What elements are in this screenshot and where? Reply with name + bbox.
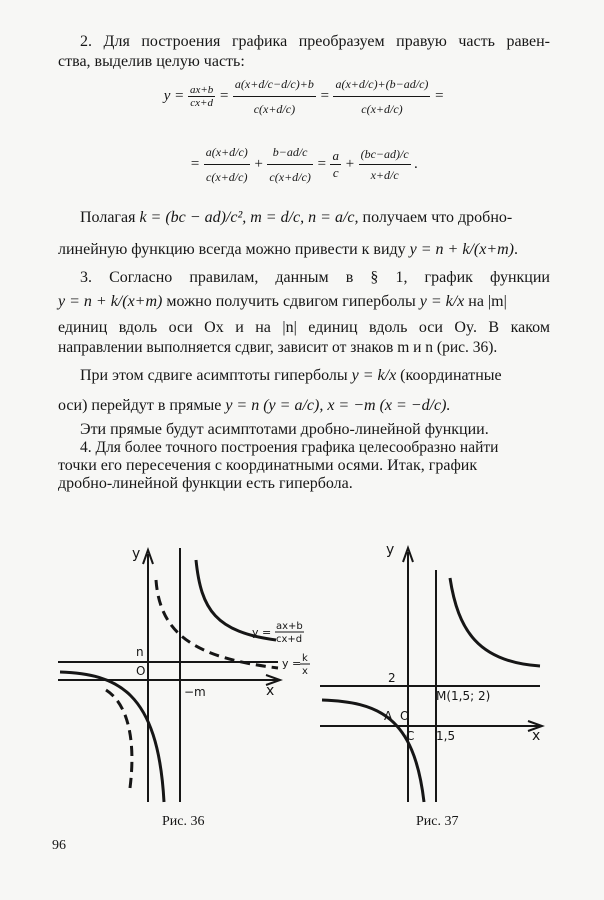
- svg-text:x: x: [302, 666, 308, 677]
- para5-line1: 4. Для более точного построения графика целесообразно найти: [80, 439, 499, 456]
- para4-line3: Эти прямые будут асимптотами дробно-линейной функции.: [80, 421, 489, 438]
- para5-line2: точки его пересечения с координатными осями. Итак, график: [58, 457, 478, 474]
- fig37-o-label: O: [400, 709, 410, 723]
- svg-text:y =: y =: [282, 657, 302, 670]
- figure-36: [56, 540, 318, 820]
- para3-line4: направлении выполняется сдвиг, зависит от знаков m и n (рис. 36).: [58, 339, 498, 356]
- fig36-n-label: n: [136, 645, 144, 659]
- fig37-c-label: C: [406, 729, 415, 743]
- para2-line1: 2. Для построения графика преобразуем правую часть равен-: [80, 33, 550, 50]
- fig36-y-label: y: [132, 546, 141, 562]
- fig37-y-label: y: [386, 542, 395, 558]
- fig37-m-point: M(1,5; 2): [436, 689, 491, 703]
- formula-line2: = $\frac{a(x+d/c)}{c(x+d/c)}$ + $\frac{b-ad/c}{c(x+d/c)}$ = $\frac{a}{c}$ + $\frac{(bc-ad)/c}{x+d/c}$ .: [58, 140, 550, 202]
- para3-line3: единиц вдоль оси Ox и на |n| единиц вдоль оси Oy. В каком: [58, 319, 550, 336]
- para3-line2: y = n + k/(x+m) можно получить сдвигом гиперболы y = k/x на |m|: [58, 293, 507, 310]
- para3-line1: 3. Согласно правилам, данным в § 1, график функции: [80, 269, 550, 286]
- fig37-x-label: x: [532, 728, 541, 744]
- fig36-x-label: x: [266, 683, 275, 699]
- para4-line2: оси) перейдут в прямые y = n (y = a/c), x = −m (x = −d/c).: [58, 397, 451, 414]
- fig36-curve2-label: [282, 653, 310, 677]
- fig36-o-label: O: [136, 664, 146, 678]
- para5-line3: дробно-линейной функции есть гипербола.: [58, 475, 353, 492]
- fig36-dashed-left: [106, 690, 132, 788]
- fig36-dashed-right: [156, 580, 278, 668]
- svg-text:k: k: [302, 653, 308, 664]
- svg-text:cx+d: cx+d: [276, 634, 303, 645]
- page-number: 96: [52, 838, 66, 853]
- fig36-m-label: −m: [184, 685, 206, 699]
- subst-line1: Полагая k = (bc − ad)/c², m = d/c, n = a/c, получаем что дробно-: [80, 209, 513, 226]
- fig37-two-label: 2: [388, 671, 396, 685]
- fig37-a-label: A: [384, 709, 393, 723]
- fig36-curve1-label: [252, 621, 304, 645]
- subst-line2: линейную функцию всегда можно привести к виду y = n + k/(x+m).: [58, 241, 519, 258]
- svg-text:ax+b: ax+b: [276, 621, 303, 632]
- fig37-caption: Рис. 37: [416, 814, 459, 829]
- para4-line1: При этом сдвиге асимптоты гиперболы y = k/x (координатные: [80, 367, 502, 384]
- figure-37: [318, 540, 550, 820]
- para2-line2: ства, выделив целую часть:: [58, 53, 245, 70]
- fig37-hyperbola-right: [450, 578, 540, 666]
- formula-line1: y = $\frac{ax+b}{cx+d}$ = $\frac{a(x+d/c-d/c)+b}{c(x+d/c)}$ = $\frac{a(x+d/c)+(b-ad/c)}{c(x+d/c)}$ =: [58, 72, 550, 138]
- fig37-x15-label: 1,5: [436, 729, 456, 743]
- fig36-caption: Рис. 36: [162, 814, 205, 829]
- svg-text:y =: y =: [252, 626, 272, 639]
